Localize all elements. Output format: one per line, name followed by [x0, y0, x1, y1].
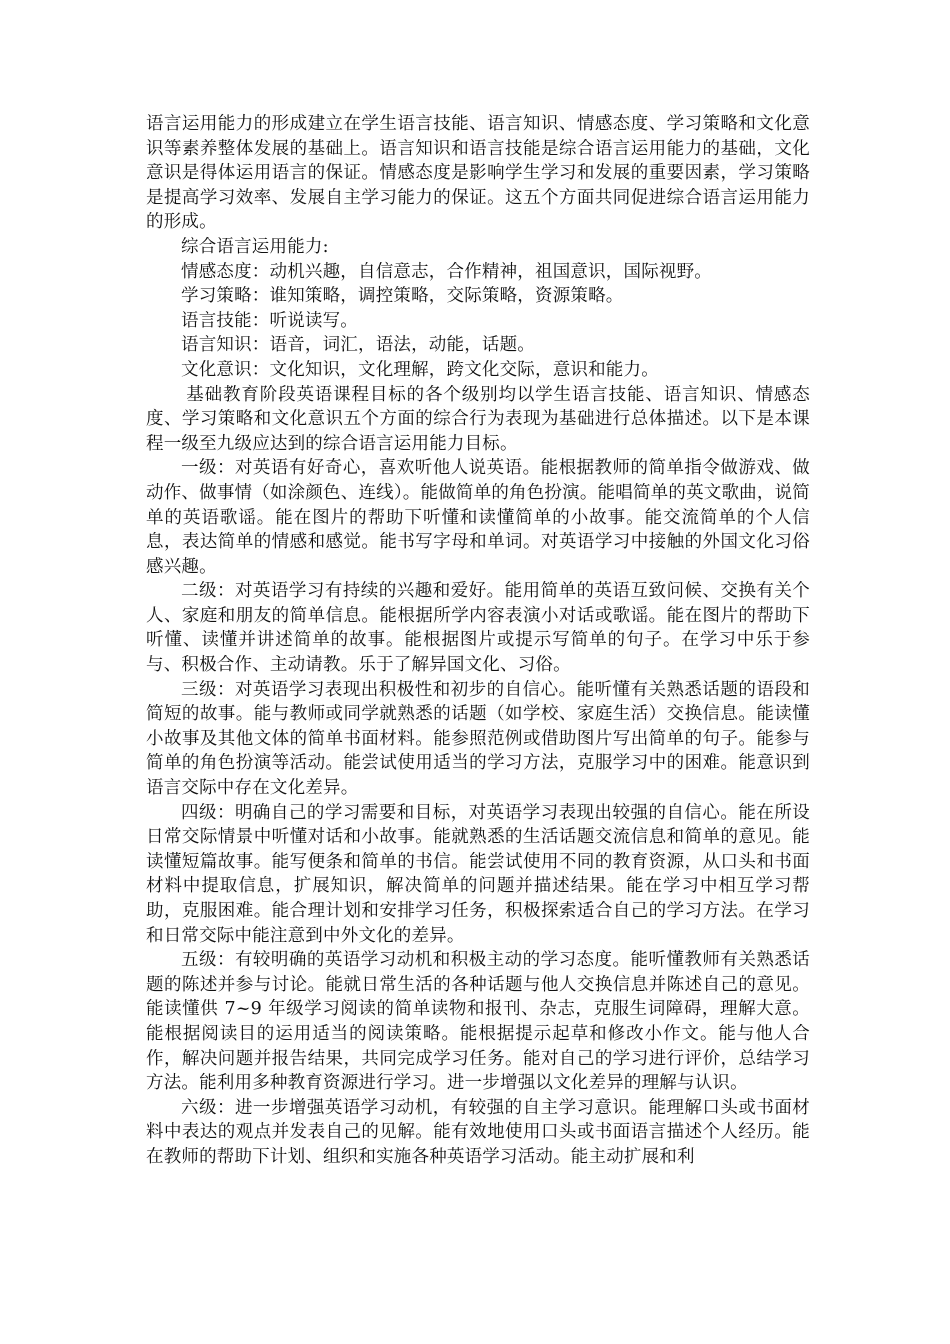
paragraph-heading-competence: 综合语言运用能力:: [181, 236, 329, 257]
document-body: [146, 112, 810, 1170]
paragraph-level-6: 六级：进一步增强英语学习动机，有较强的自主学习意识。能理解口头或书面材料中表达的观点并发表自己的见解。能有效地使用口头或书面语言描述个人经历。能在教师的帮助下计划、组织和实施各种英语学习活动。能主动扩展和利: [146, 1097, 810, 1167]
paragraph-level-3: 三级：对英语学习表现出积极性和初步的自信心。能听懂有关熟悉话题的语段和简短的故事。能与教师或同学就熟悉的话题（如学校、家庭生活）交换信息。能读懂小故事及其他文体的简单书面材料。能参照范例或借助图片写出简单的句子。能参与简单的角色扮演等活动。能尝试使用适当的学习方法，克服学习中的困难。能意识到语言交际中存在文化差异。: [146, 679, 810, 799]
paragraph-knowledge: 语言知识：语音，词汇，语法，动能，话题。: [181, 335, 535, 356]
paragraph-culture: 文化意识：文化知识，文化理解，跨文化交际，意识和能力。: [181, 359, 659, 380]
paragraph-overview: 基础教育阶段英语课程目标的各个级别均以学生语言技能、语言知识、情感态度、学习策略和文化意识五个方面的综合行为表现为基础进行总体描述。以下是本课程一级至九级应达到的综合语言运用能力目标。: [146, 384, 810, 454]
paragraph-level-5: 五级：有较明确的英语学习动机和积极主动的学习态度。能听懂教师有关熟悉话题的陈述并参与讨论。能就日常生活的各种话题与他人交换信息并陈述自己的意见。能读懂供 7~9 年级学习阅读的简单读物和报刊、杂志，克服生词障碍，理解大意。能根据阅读目的运用适当的阅读策略。能根据提示起草和修改小作文。能与他人合作，解决问题并报告结果，共同完成学习任务。能对自己的学习进行评价，总结学习方法。能利用多种教育资源进行学习。进一步增强以文化差异的理解与认识。: [146, 950, 810, 1094]
paragraph-level-2: 二级：对英语学习有持续的兴趣和爱好。能用简单的英语互致问候、交换有关个人、家庭和朋友的简单信息。能根据所学内容表演小对话或歌谣。能在图片的帮助下听懂、读懂并讲述简单的故事。能根据图片或提示写简单的句子。在学习中乐于参与、积极合作、主动请教。乐于了解异国文化、习俗。: [146, 581, 810, 676]
paragraph-intro: 语言运用能力的形成建立在学生语言技能、语言知识、情感态度、学习策略和文化意识等素养整体发展的基础上。语言知识和语言技能是综合语言运用能力的基础，文化意识是得体运用语言的保证。情感态度是影响学生学习和发展的重要因素，学习策略是提高学习效率、发展自主学习能力的保证。这五个方面共同促进综合语言运用能力的形成。: [146, 114, 810, 233]
paragraph-attitude: 情感态度：动机兴趣，自信意志，合作精神，祖国意识，国际视野。: [181, 261, 712, 282]
paragraph-level-1: 一级：对英语有好奇心，喜欢听他人说英语。能根据教师的简单指令做游戏、做动作、做事情（如涂颜色、连线）。能做简单的角色扮演。能唱简单的英文歌曲，说简单的英语歌谣。能在图片的帮助下听懂和读懂简单的小故事。能交流简单的个人信息，表达简单的情感和感觉。能书写字母和单词。对英语学习中接触的外国文化习俗感兴趣。: [146, 458, 810, 577]
paragraph-strategy: 学习策略：谁知策略，调控策略，交际策略，资源策略。: [181, 286, 624, 307]
paragraph-level-4: 四级：明确自己的学习需要和目标，对英语学习表现出较强的自信心。能在所设日常交际情景中听懂对话和小故事。能就熟悉的生活话题交流信息和简单的意见。能读懂短篇故事。能写便条和简单的书信。能尝试使用不同的教育资源，从口头和书面材料中提取信息，扩展知识，解决简单的问题并描述结果。能在学习中相互学习帮助，克服困难。能合理计划和安排学习任务，积极探索适合自己的学习方法。在学习和日常交际中能注意到中外文化的差异。: [146, 802, 810, 946]
paragraph-skills: 语言技能：听说读写。: [181, 310, 358, 331]
